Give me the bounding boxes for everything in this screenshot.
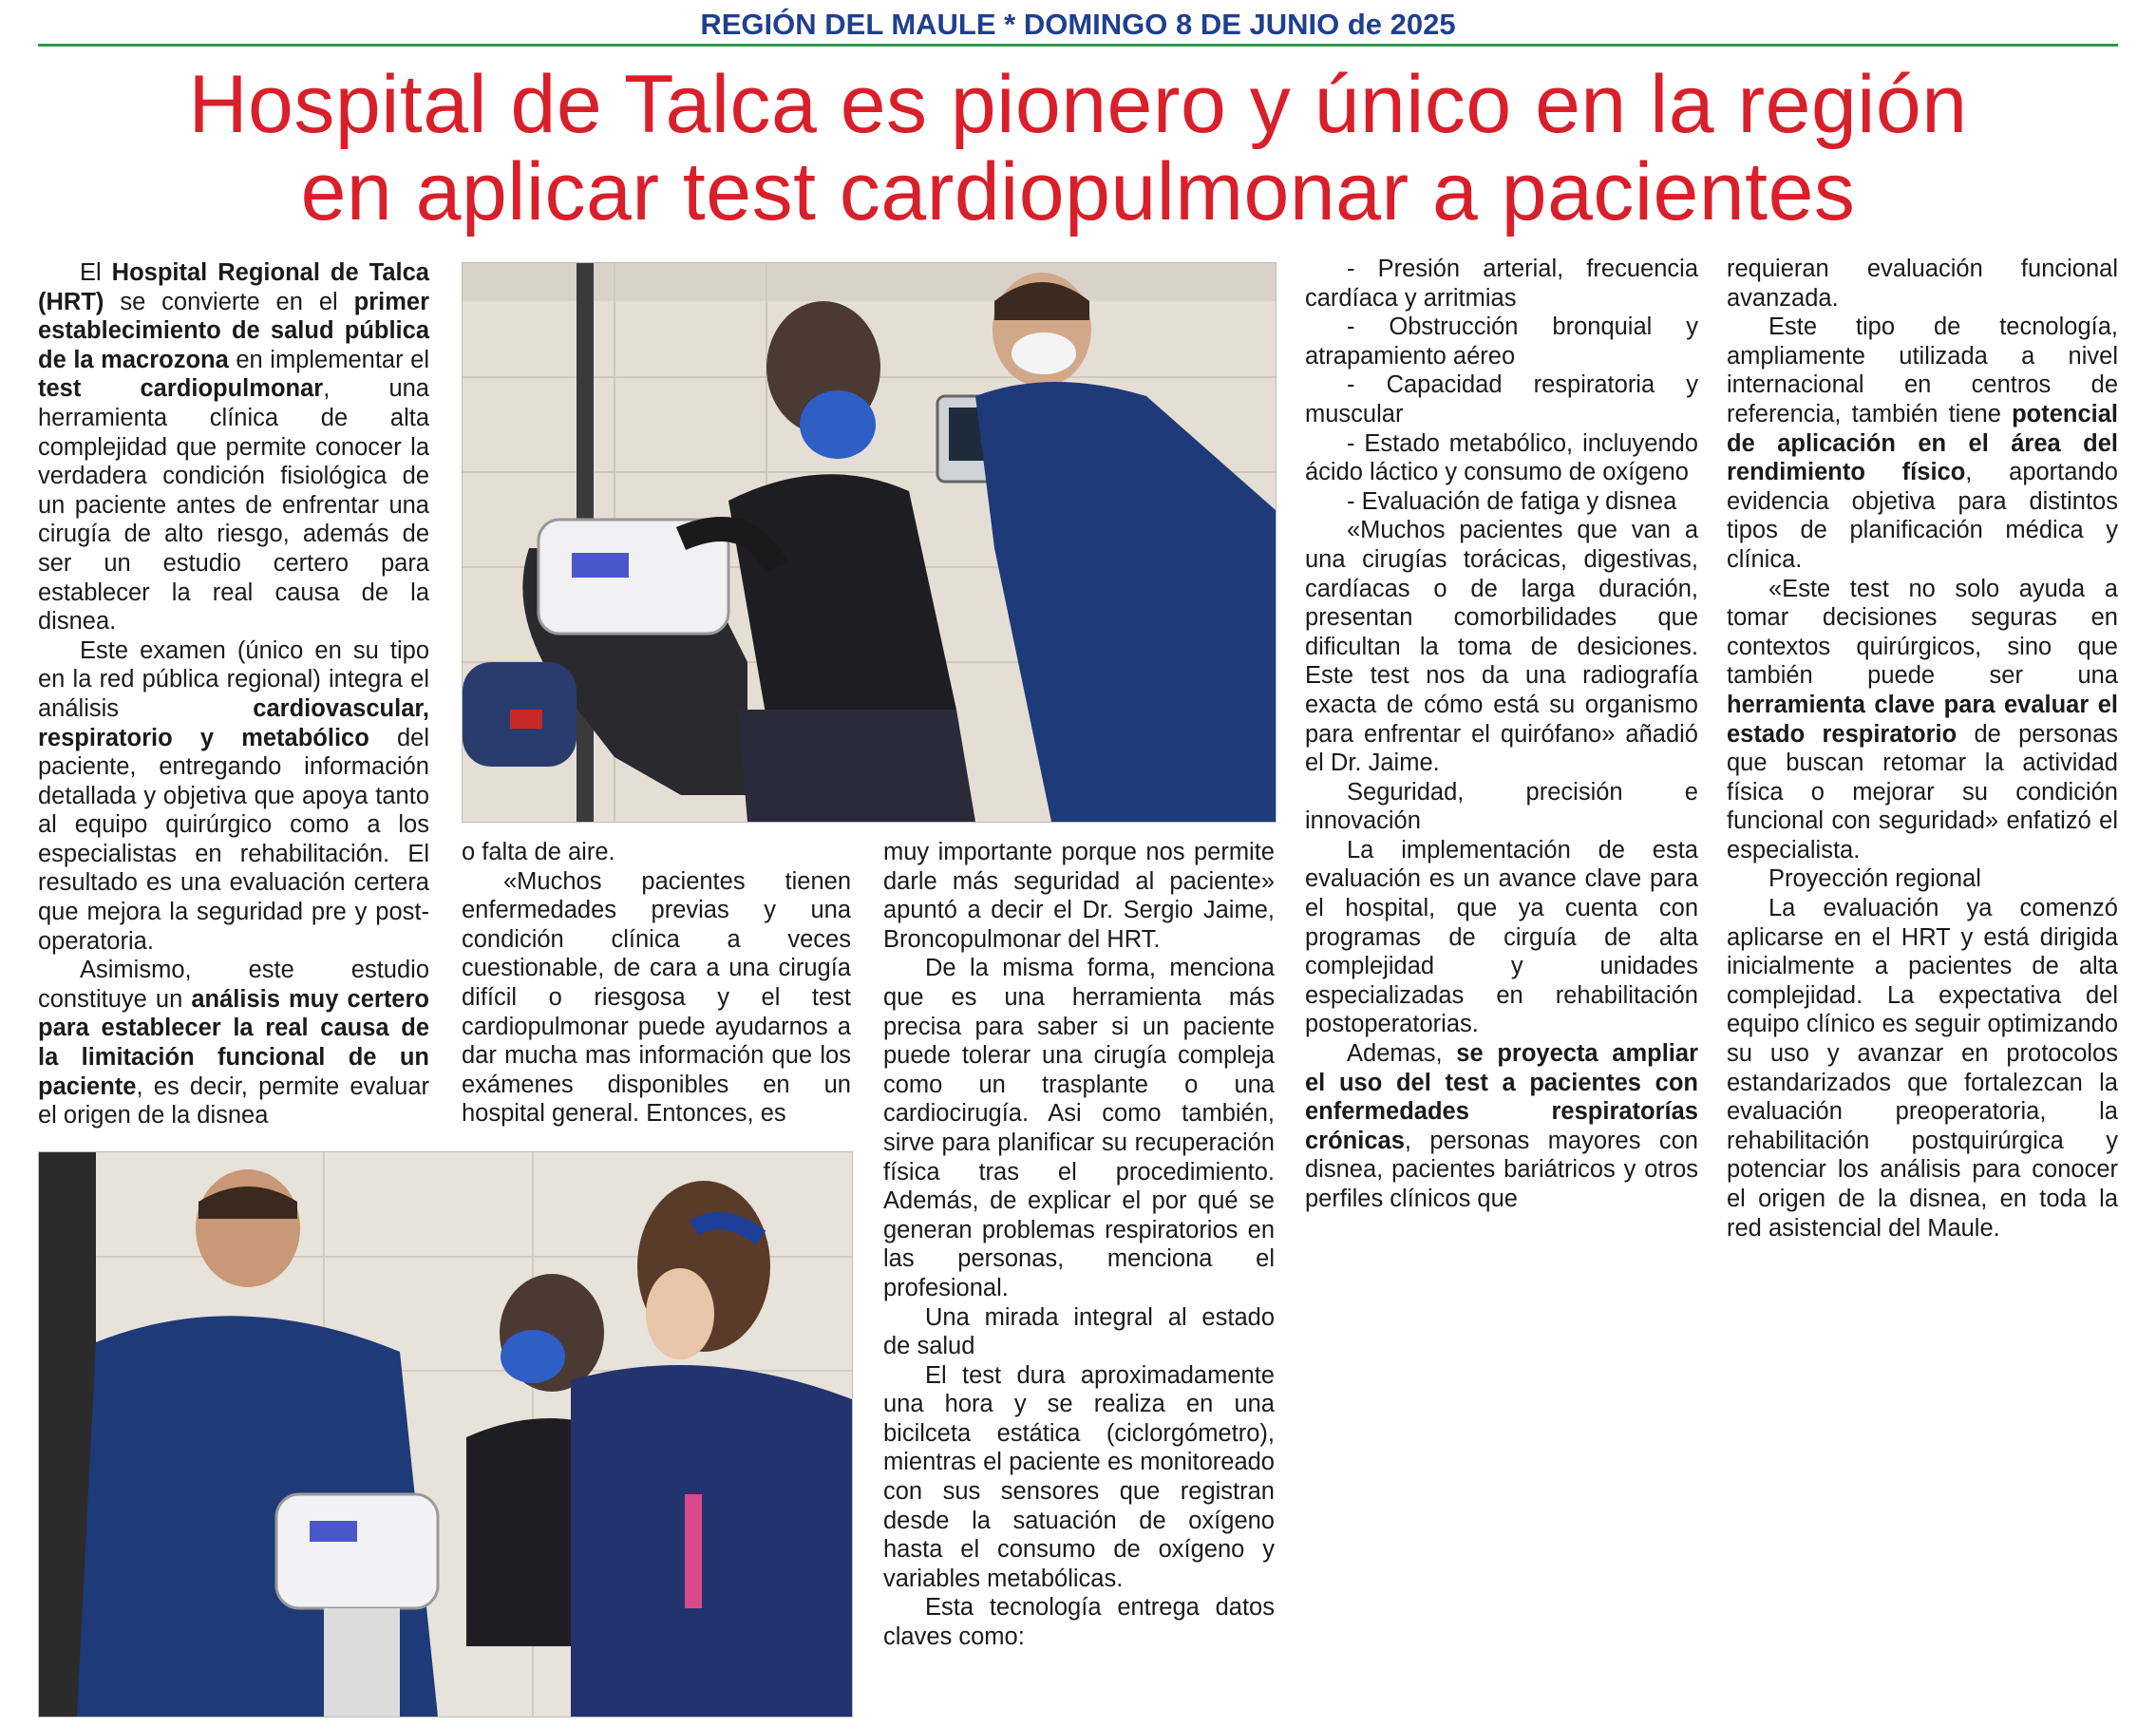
paragraph: Este tipo de tecnología, ampliamente utilizada a nivel internacional en centros de referencia, también tiene potencial de aplicación en el área del rendimiento físico, aportando evidencia objetiva para distintos tipos de planificación médica y clínica. (1727, 313, 2118, 573)
paragraph: o falta de aire. (462, 839, 615, 865)
subheading: Proyección regional (1768, 865, 1981, 893)
paragraph: El test dura aproximadamente una hora y se realiza en una bicilceta estática (ciclorgómetro), mientras el paciente es monitoreado con sus sensores que registran desde la satuación de oxígeno hasta el consumo de oxígeno y variables metabólicas. (883, 1361, 1275, 1592)
photo-patient-ergometer (462, 262, 1277, 823)
headline-line-1: Hospital de Talca es pionero y único en la región (188, 59, 1968, 150)
header-rule (38, 44, 2118, 47)
subheading: Una mirada integral al estado de salud (883, 1303, 1275, 1360)
paragraph: La implementación de esta evaluación es un avance clave para el hospital, que ya cuenta con programas de cirguía de alta complejidad y unidades especializadas en rehabilitación postoperatorias. (1305, 836, 1698, 1038)
headline-line-2: en aplicar test cardiopulmonar a pacientes (300, 146, 1856, 237)
paragraph: La evaluación ya comenzó aplicarse en el HRT y está dirigida inicialmente a pacientes de alta complejidad. La expectativa del equipo clínico es seguir optimizando su uso y avanzar en protocolos estandarizados que fortalezcan la evaluación preoperatoria, la rehabilitación postquirúrgica y potenciar los análisis para conocer el origen de la disnea, en toda la red asistencial del Maule. (1727, 895, 2118, 1242)
photo-patient-clinicians (38, 1151, 853, 1718)
list-item: - Evaluación de fatiga y disnea (1347, 487, 1677, 515)
paragraph: Esta tecnología entrega datos claves como: (883, 1594, 1275, 1651)
dateline: REGIÓN DEL MAULE * DOMINGO 8 DE JUNIO de 2025 (700, 8, 1456, 41)
list-item: - Presión arterial, frecuencia cardíaca y arritmias (1305, 256, 1698, 312)
headline (38, 61, 2118, 236)
paragraph: Este examen (único en su tipo en la red pública regional) integra el análisis cardiovascular, respiratorio y metabólico del paciente, entregando información detallada y objetiva que apoya tanto al equipo quirúrgico como a los especialistas en rehabilitación. El resultado es una evaluación certera que mejora la seguridad pre y post-operatoria. (38, 636, 429, 955)
quote-paragraph: «Muchos pacientes tienen enfermedades previas y una condición clínica a veces cuestionable, de cara a una cirugía difícil o riesgosa y el test cardiopulmonar puede ayudarnos a dar mucha mas información que los exámenes disponibles en un hospital general. Entonces, es (462, 867, 851, 1128)
paragraph: Ademas, se proyecta ampliar el uso del test a pacientes con enfermedades respiratorías crónicas, personas mayores con disnea, pacientes bariátricos y otros perfiles clínicos que (1305, 1040, 1698, 1212)
list-item: - Estado metabólico, incluyendo ácido láctico y consumo de oxígeno (1305, 429, 1698, 486)
paragraph: De la misma forma, menciona que es una herramienta más precisa para saber si un paciente puede tolerar una cirugía compleja como un trasplante o una cardiocirugía. Asi como también, sirve para planificar su recuperación física tras el procedimiento. Además, de explicar el por qué se generan problemas respiratorios en las personas, menciona el profesional. (883, 955, 1275, 1301)
subheading: Seguridad, precisión e innovación (1305, 778, 1698, 835)
quote-paragraph: «Muchos pacientes que van a una cirugías torácicas, digestivas, cardíacas o de larga duración, presentan comorbilidades que dificultan la toma de desiciones. Este test nos da una radiografía exacta de cómo está su organismo para enfrentar el quirófano» añadió el Dr. Jaime. (1305, 517, 1698, 777)
list-item: - Obstrucción bronquial y atrapamiento aéreo (1305, 313, 1698, 370)
article-column-3 (883, 838, 1275, 1652)
paragraph: muy importante porque nos permite darle más seguridad al paciente» apuntó a decir el Dr. Sergio Jaime, Broncopulmonar del HRT. (883, 839, 1275, 953)
article-column-2 (462, 838, 851, 1129)
article-column-1 (38, 258, 429, 1130)
paragraph: Asimismo, este estudio constituye un análisis muy certero para establecer la real causa de la limitación funcional de un paciente, es decir, permite evaluar el origen de la disnea (38, 957, 429, 1129)
paragraph: requieran evaluación funcional avanzada. (1727, 256, 2118, 312)
article-column-4 (1305, 255, 1698, 1214)
photo-illustration (39, 1152, 852, 1717)
article-column-5 (1727, 255, 2118, 1243)
paragraph: El Hospital Regional de Talca (HRT) se convierte en el primer establecimiento de salud pública de la macrozona en implementar el test cardiopulmonar, una herramienta clínica de alta complejidad que permite conocer la verdadera condición fisiológica de un paciente antes de enfrentar una cirugía de alto riesgo, además de ser un estudio certero para establecer la real causa de la disnea. (38, 259, 429, 636)
list-item: - Capacidad respiratoria y muscular (1305, 371, 1698, 427)
photo-illustration (463, 263, 1276, 822)
quote-paragraph: «Este test no solo ayuda a tomar decisiones seguras en contextos quirúrgicos, sino que también puede ser una herramienta clave para evaluar el estado respiratorio de personas que buscan retomar la actividad física o mejorar su condición funcional con seguridad» enfatizó el especialista. (1727, 575, 2119, 864)
